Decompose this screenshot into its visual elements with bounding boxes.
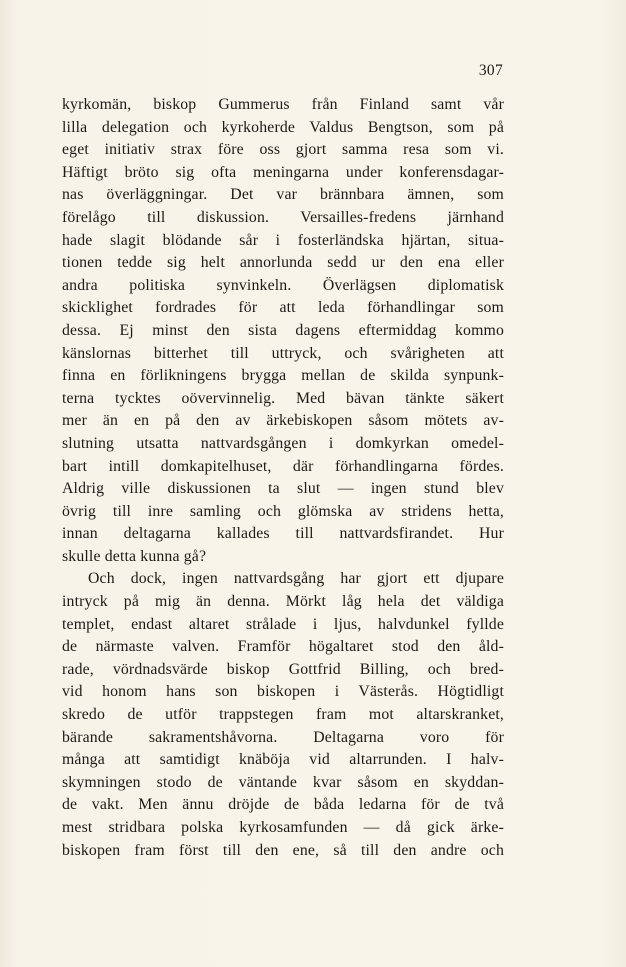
text-line: lilla delegation och kyrkoherde Valdus Bengtson, som på — [62, 118, 504, 136]
text-line: rade, vördnadsvärde biskop Gottfrid Billing, och bred- — [62, 660, 504, 678]
text-line: dessa. Ej minst den sista dagens eftermiddag kommo — [62, 321, 504, 339]
text-line: biskopen fram först till den ene, så till den andre och — [62, 841, 504, 859]
text-line: tionen tedde sig helt annorlunda sedd ur den ena eller — [62, 254, 504, 272]
text-line: övrig till inre samling och glömska av stridens hetta, — [62, 502, 504, 520]
page-number: 307 — [478, 62, 503, 79]
paragraph-start-line: Och dock, ingen nattvardsgång har gjort ett djupare — [88, 570, 504, 588]
text-line: känslornas bitterhet till uttryck, och svårigheten att — [62, 344, 504, 362]
text-line: skicklighet fordrades för att leda förhandlingar som — [62, 299, 504, 317]
text-line: innan deltagarna kallades till nattvardsfirandet. Hur — [62, 525, 504, 543]
text-line: Häftigt bröto sig ofta meningarna under konferensdagar- — [62, 163, 504, 181]
text-line: vid honom hans son biskopen i Västerås. Högtidligt — [62, 683, 504, 701]
text-line: nas överläggningar. Det var brännbara ämnen, som — [62, 186, 504, 204]
text-line: skredo de utför trappstegen fram mot altarskranket, — [62, 706, 504, 724]
text-line: många att samtidigt knäböja vid altarrunden. I halv- — [62, 751, 504, 769]
text-line: mest stridbara polska kyrkosamfunden — då gick ärke- — [62, 819, 504, 836]
paragraph-end-line: skulle detta kunna gå? — [62, 547, 207, 565]
text-line: templet, endast altaret strålade i ljus, halvdunkel fyllde — [62, 615, 504, 633]
text-line: kyrkomän, biskop Gummerus från Finland samt vår — [62, 96, 504, 113]
text-line: skymningen stodo de väntande kvar såsom en skyddan- — [62, 773, 504, 791]
text-line: intryck på mig än denna. Mörkt låg hela det väldiga — [62, 593, 504, 611]
text-line: mer än en på den av ärkebiskopen såsom mötets av- — [62, 412, 504, 430]
text-line: bart intill domkapitelhuset, där förhandlingarna fördes. — [62, 457, 504, 475]
text-line: de vakt. Men ännu dröjde de båda ledarna för de två — [62, 796, 504, 814]
text-line: Aldrig ville diskussionen ta slut — ingen stund blev — [62, 480, 504, 498]
text-line: eget initiativ strax före oss gjort samma resa som vi. — [62, 141, 504, 159]
text-line: bärande sakramentshåvorna. Deltagarna voro för — [62, 728, 504, 746]
text-line: förelågo till diskussion. Versailles-fredens järnhand — [62, 208, 504, 226]
text-line: andra politiska synvinkeln. Överlägsen diplomatisk — [62, 276, 504, 294]
text-line: slutning utsatta nattvardsgången i domkyrkan omedel- — [62, 434, 504, 452]
body-text — [62, 94, 504, 862]
text-line: hade slagit blödande sår i fosterländska hjärtan, situa- — [62, 231, 504, 249]
text-line: finna en förlikningens brygga mellan de skilda synpunk- — [62, 367, 504, 385]
text-line: de närmaste valven. Framför högaltaret stod den åld- — [62, 638, 504, 656]
text-line: terna tycktes oövervinnelig. Med bävan tänkte säkert — [62, 389, 504, 407]
